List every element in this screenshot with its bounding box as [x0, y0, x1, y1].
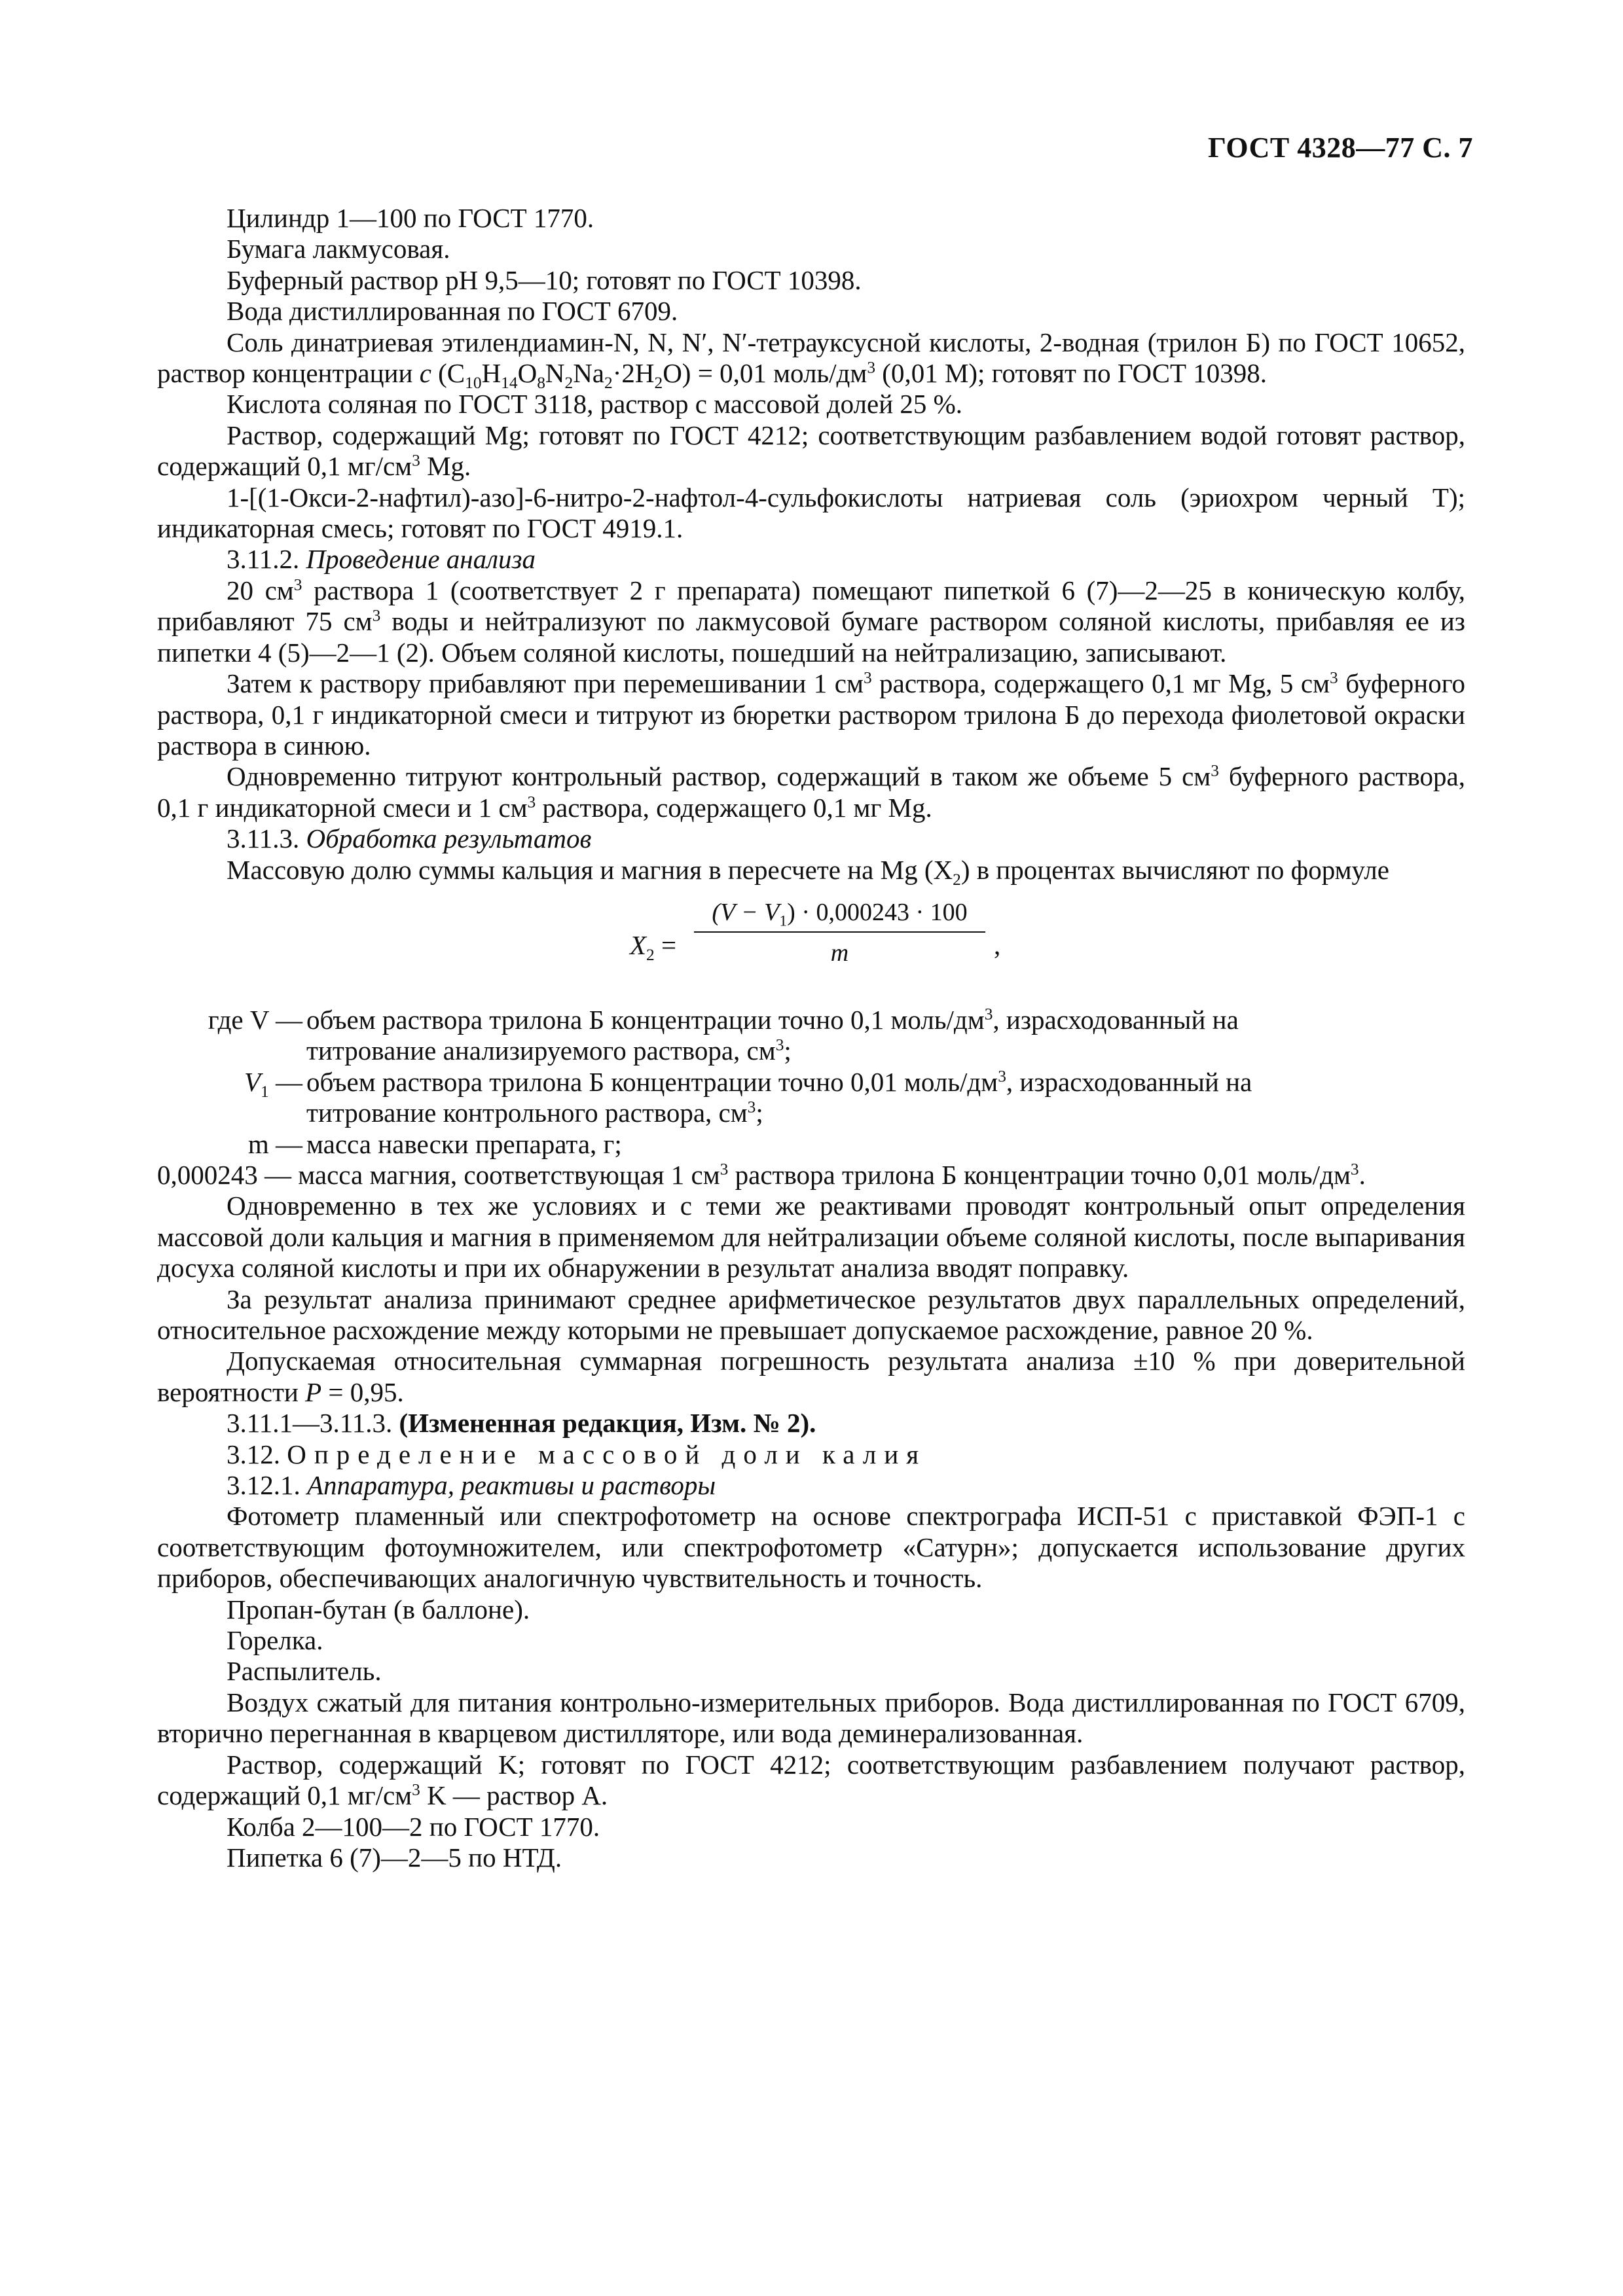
term-symbol: V: [244, 1066, 261, 1097]
mass-fraction-text: ) в процентах вычисляют по формуле: [960, 854, 1389, 885]
analysis-text: раствора, содержащего 0,1 мг Mg.: [536, 792, 932, 823]
eriochrome-paragraph: 1-[(1-Окси-2-нафтил)-азо]-6-нитро-2-нафтол-4-сульфокислоты натриевая соль (эриохром черный Т); индикаторная смесь; готовят по ГОСТ 4919.1.: [157, 482, 1465, 544]
formula-part: (C: [431, 358, 465, 389]
formula-numerator: [694, 896, 985, 929]
subscript: 10: [465, 374, 482, 393]
section-number: 3.12.: [227, 1439, 287, 1469]
amendment-note: (Измененная редакция, Изм. № 2).: [399, 1408, 816, 1439]
superscript: 3: [372, 606, 381, 625]
definition-row-v: [157, 1005, 1465, 1067]
definition-part: , израсходованный на: [993, 1004, 1239, 1035]
equipment-line: Пипетка 6 (7)—2—5 по НТД.: [227, 1842, 562, 1873]
page-header: ГОСТ 4328—77 С. 7: [1207, 132, 1473, 164]
mass-fraction-text: Массовую долю суммы кальция и магния в пересчете на Mg (X: [227, 854, 953, 885]
equals-sign: =: [654, 929, 677, 960]
control-paragraph: Одновременно в тех же условиях и с теми же реактивами проводят контрольный опыт определения массовой доли кальция и магния в применяемом для нейтрализации объеме соляной кислоты, после выпаривания досуха соляной кислоты и при их обнаружении в результат анализа вводят поправку.: [157, 1191, 1465, 1283]
definition-part: ;: [784, 1035, 792, 1066]
mass-fraction-paragraph: [157, 854, 1465, 889]
section-3-11-2-heading: [157, 544, 1465, 575]
k-solution-text: K — раствор А.: [420, 1780, 608, 1811]
definition-part: раствора трилона Б концентрации точно 0,01 моль/дм: [728, 1159, 1351, 1190]
equipment-line: Горелка.: [227, 1625, 323, 1656]
formula-part: N: [545, 358, 565, 389]
trilon-text: (0,01 М); готовят по ГОСТ 10398.: [875, 358, 1267, 389]
formula-part: ·2H: [612, 358, 655, 389]
definition-continuation: [306, 1098, 1465, 1128]
equipment-line: Пропан-бутан (в баллоне).: [227, 1594, 530, 1624]
section-title: Аппаратура, реактивы и растворы: [307, 1470, 716, 1501]
numerator-part: ) · 0,000243 · 100: [787, 898, 968, 926]
section-3-12-heading: [157, 1439, 1465, 1470]
formula-comma: ,: [994, 929, 1001, 960]
amendment-range: 3.11.1—3.11.3.: [227, 1408, 399, 1439]
probability-symbol: P: [305, 1376, 322, 1407]
definition-text: масса навески препарата, г;: [306, 1128, 622, 1159]
mg-solution-text: Раствор, содержащий Mg; готовят по ГОСТ 4212; соответствующим разбавлением водой готовят раствор, содержащий 0,1 мг/см: [157, 420, 1465, 482]
formula-fraction: [694, 896, 985, 969]
trilon-paragraph: [157, 327, 1465, 393]
formula-variable: X: [630, 929, 647, 960]
subscript: 2: [654, 374, 663, 393]
formula-part: O) = 0,01 моль/дм: [663, 358, 867, 389]
formula-block: [157, 891, 1465, 998]
photometer-paragraph: Фотометр пламенный или спектрофотометр на основе спектрографа ИСП-51 с приставкой ФЭП-1 с соответствующим фотоумножителем, или спектрофотометр «Сатурн»; допускается использование других приборов, обеспечивающих аналогичную чувствительность и точность.: [157, 1501, 1465, 1594]
analysis-text: буферного раствора, 0,1 г индикаторной смеси и 1 см: [157, 761, 1465, 823]
definition-term: [192, 1066, 302, 1101]
analysis-paragraph-2: [157, 668, 1465, 761]
superscript: 3: [747, 1098, 756, 1117]
superscript: 3: [775, 1035, 784, 1054]
definition-row-m: [157, 1129, 1465, 1160]
subscript: 2: [646, 946, 655, 965]
superscript: 3: [720, 1160, 729, 1179]
section-number: 3.11.2.: [227, 544, 306, 575]
formula-part: O: [517, 358, 538, 389]
superscript: 3: [293, 575, 302, 594]
superscript: 3: [412, 1780, 420, 1799]
superscript: 3: [412, 451, 420, 470]
trilon-text: Соль динатриевая этилендиамин-N, N, N′, N′-тетрауксусной кислоты, 2-водная (трилон Б) по ГОСТ 10652, раствор концентрации: [157, 327, 1465, 389]
subscript: 14: [501, 374, 518, 393]
term-dash: —: [268, 1066, 302, 1097]
analysis-text: Затем к раствору прибавляют при перемешивании 1 см: [227, 668, 864, 699]
definition-row-v1: [157, 1067, 1465, 1129]
analysis-text: раствора, содержащего 0,1 мг Mg, 5 см: [871, 668, 1330, 699]
definition-part: 0,000243 — масса магния, соответствующая 1 см: [157, 1159, 720, 1190]
reagent-line: Цилиндр 1—100 по ГОСТ 1770.: [227, 203, 594, 233]
superscript: 3: [867, 358, 876, 377]
definition-text: [306, 1005, 1465, 1035]
reagent-line: Бумага лакмусовая.: [227, 234, 450, 264]
definition-part: титрование анализируемого раствора, см: [306, 1035, 776, 1066]
result-paragraph: За результат анализа принимают среднее арифметическое результатов двух параллельных определений, относительное расхождение между которыми не превышает допускаемое расхождение, равное 20 %.: [157, 1283, 1465, 1345]
concentration-symbol: c: [419, 358, 431, 389]
definition-term: m —: [247, 1128, 302, 1159]
analysis-text: воды и нейтрализуют по лакмусовой бумаге раствором соляной кислоты, прибавляя ее из пипетки 4 (5)—2—1 (2). Объем соляной кислоты, пошедший на нейтрализацию, записывают.: [157, 606, 1465, 668]
subscript: 1: [779, 912, 788, 930]
equipment-line: Распылитель.: [227, 1656, 382, 1687]
subscript: 2: [953, 870, 961, 889]
analysis-text: буферного раствора, 0,1 г индикаторной смеси и титруют из бюретки раствором трилона Б до перехода фиолетовой окраски раствора в синюю.: [157, 668, 1465, 761]
definition-row-coef: [157, 1160, 1465, 1191]
superscript: 3: [984, 1005, 993, 1024]
analysis-text: раствора 1 (соответствует 2 г препарата) помещают пипеткой 6 (7)—2—25 в коническую колбу, прибавляют 75 см: [157, 575, 1465, 637]
error-paragraph: [157, 1346, 1465, 1408]
superscript: 3: [527, 793, 536, 812]
definition-part: .: [1359, 1159, 1366, 1190]
definition-part: ;: [756, 1098, 763, 1128]
error-text: Допускаемая относительная суммарная погрешность результата анализа ±10 % при доверительной вероятности: [157, 1346, 1465, 1407]
section-number: 3.11.3.: [227, 823, 306, 854]
definition-part: объем раствора трилона Б концентрации точно 0,01 моль/дм: [306, 1066, 998, 1097]
where-definitions: [157, 1005, 1465, 1191]
mg-solution-paragraph: [157, 420, 1465, 482]
k-solution-paragraph: [157, 1749, 1465, 1812]
k-solution-text: Раствор, содержащий K; готовят по ГОСТ 4212; соответствующим разбавлением получают раствор, содержащий 0,1 мг/см: [157, 1749, 1465, 1811]
analysis-text: Одновременно титруют контрольный раствор, содержащий в таком же объеме 5 см: [227, 761, 1211, 792]
superscript: 3: [1330, 668, 1338, 687]
definition-continuation: [306, 1035, 1465, 1066]
superscript: 3: [998, 1067, 1006, 1086]
definition-part: , израсходованный на: [1006, 1066, 1252, 1097]
formula-lhs: [630, 929, 677, 965]
formula-denominator: m: [830, 939, 849, 967]
analysis-paragraph-1: [157, 575, 1465, 668]
superscript: 3: [1350, 1160, 1359, 1179]
document-body: [157, 203, 1465, 1873]
fraction-bar: [694, 931, 985, 933]
subscript: 1: [261, 1082, 269, 1101]
definition-term: где V —: [208, 1004, 302, 1035]
superscript: 3: [1211, 761, 1219, 780]
acid-line: Кислота соляная по ГОСТ 3118, раствор с массовой долей 25 %.: [227, 389, 963, 420]
section-title: Проведение анализа: [306, 544, 536, 575]
reagent-line: Вода дистиллированная по ГОСТ 6709.: [227, 296, 678, 327]
subscript: 2: [604, 374, 613, 393]
analysis-text: 20 см: [227, 575, 294, 605]
subscript: 8: [537, 374, 545, 393]
equipment-line: Колба 2—100—2 по ГОСТ 1770.: [227, 1811, 600, 1842]
formula-part: H: [481, 358, 501, 389]
section-3-11-3-heading: [157, 823, 1465, 854]
error-text: = 0,95.: [321, 1376, 404, 1407]
definition-part: объем раствора трилона Б концентрации точно 0,1 моль/дм: [306, 1004, 985, 1035]
formula-part: Na: [573, 358, 605, 389]
superscript: 3: [863, 668, 872, 687]
section-number: 3.12.1.: [227, 1470, 307, 1501]
section-3-12-1-heading: [157, 1470, 1465, 1501]
numerator-part: (V − V: [712, 898, 780, 926]
amendment-line: [157, 1408, 1465, 1439]
analysis-paragraph-3: [157, 761, 1465, 823]
air-paragraph: Воздух сжатый для питания контрольно-измерительных приборов. Вода дистиллированная по ГОСТ 6709, вторично перегнанная в кварцевом дистилляторе, или вода деминерализованная.: [157, 1687, 1465, 1749]
reagent-line: Буферный раствор pH 9,5—10; готовят по ГОСТ 10398.: [227, 264, 862, 295]
subscript: 2: [564, 374, 574, 393]
definition-text: [306, 1067, 1465, 1098]
definition-part: титрование контрольного раствора, см: [306, 1098, 748, 1128]
section-title: Обработка результатов: [306, 823, 592, 854]
mg-solution-text: Mg.: [420, 451, 471, 482]
section-title: Определение массовой доли калия: [287, 1439, 927, 1469]
